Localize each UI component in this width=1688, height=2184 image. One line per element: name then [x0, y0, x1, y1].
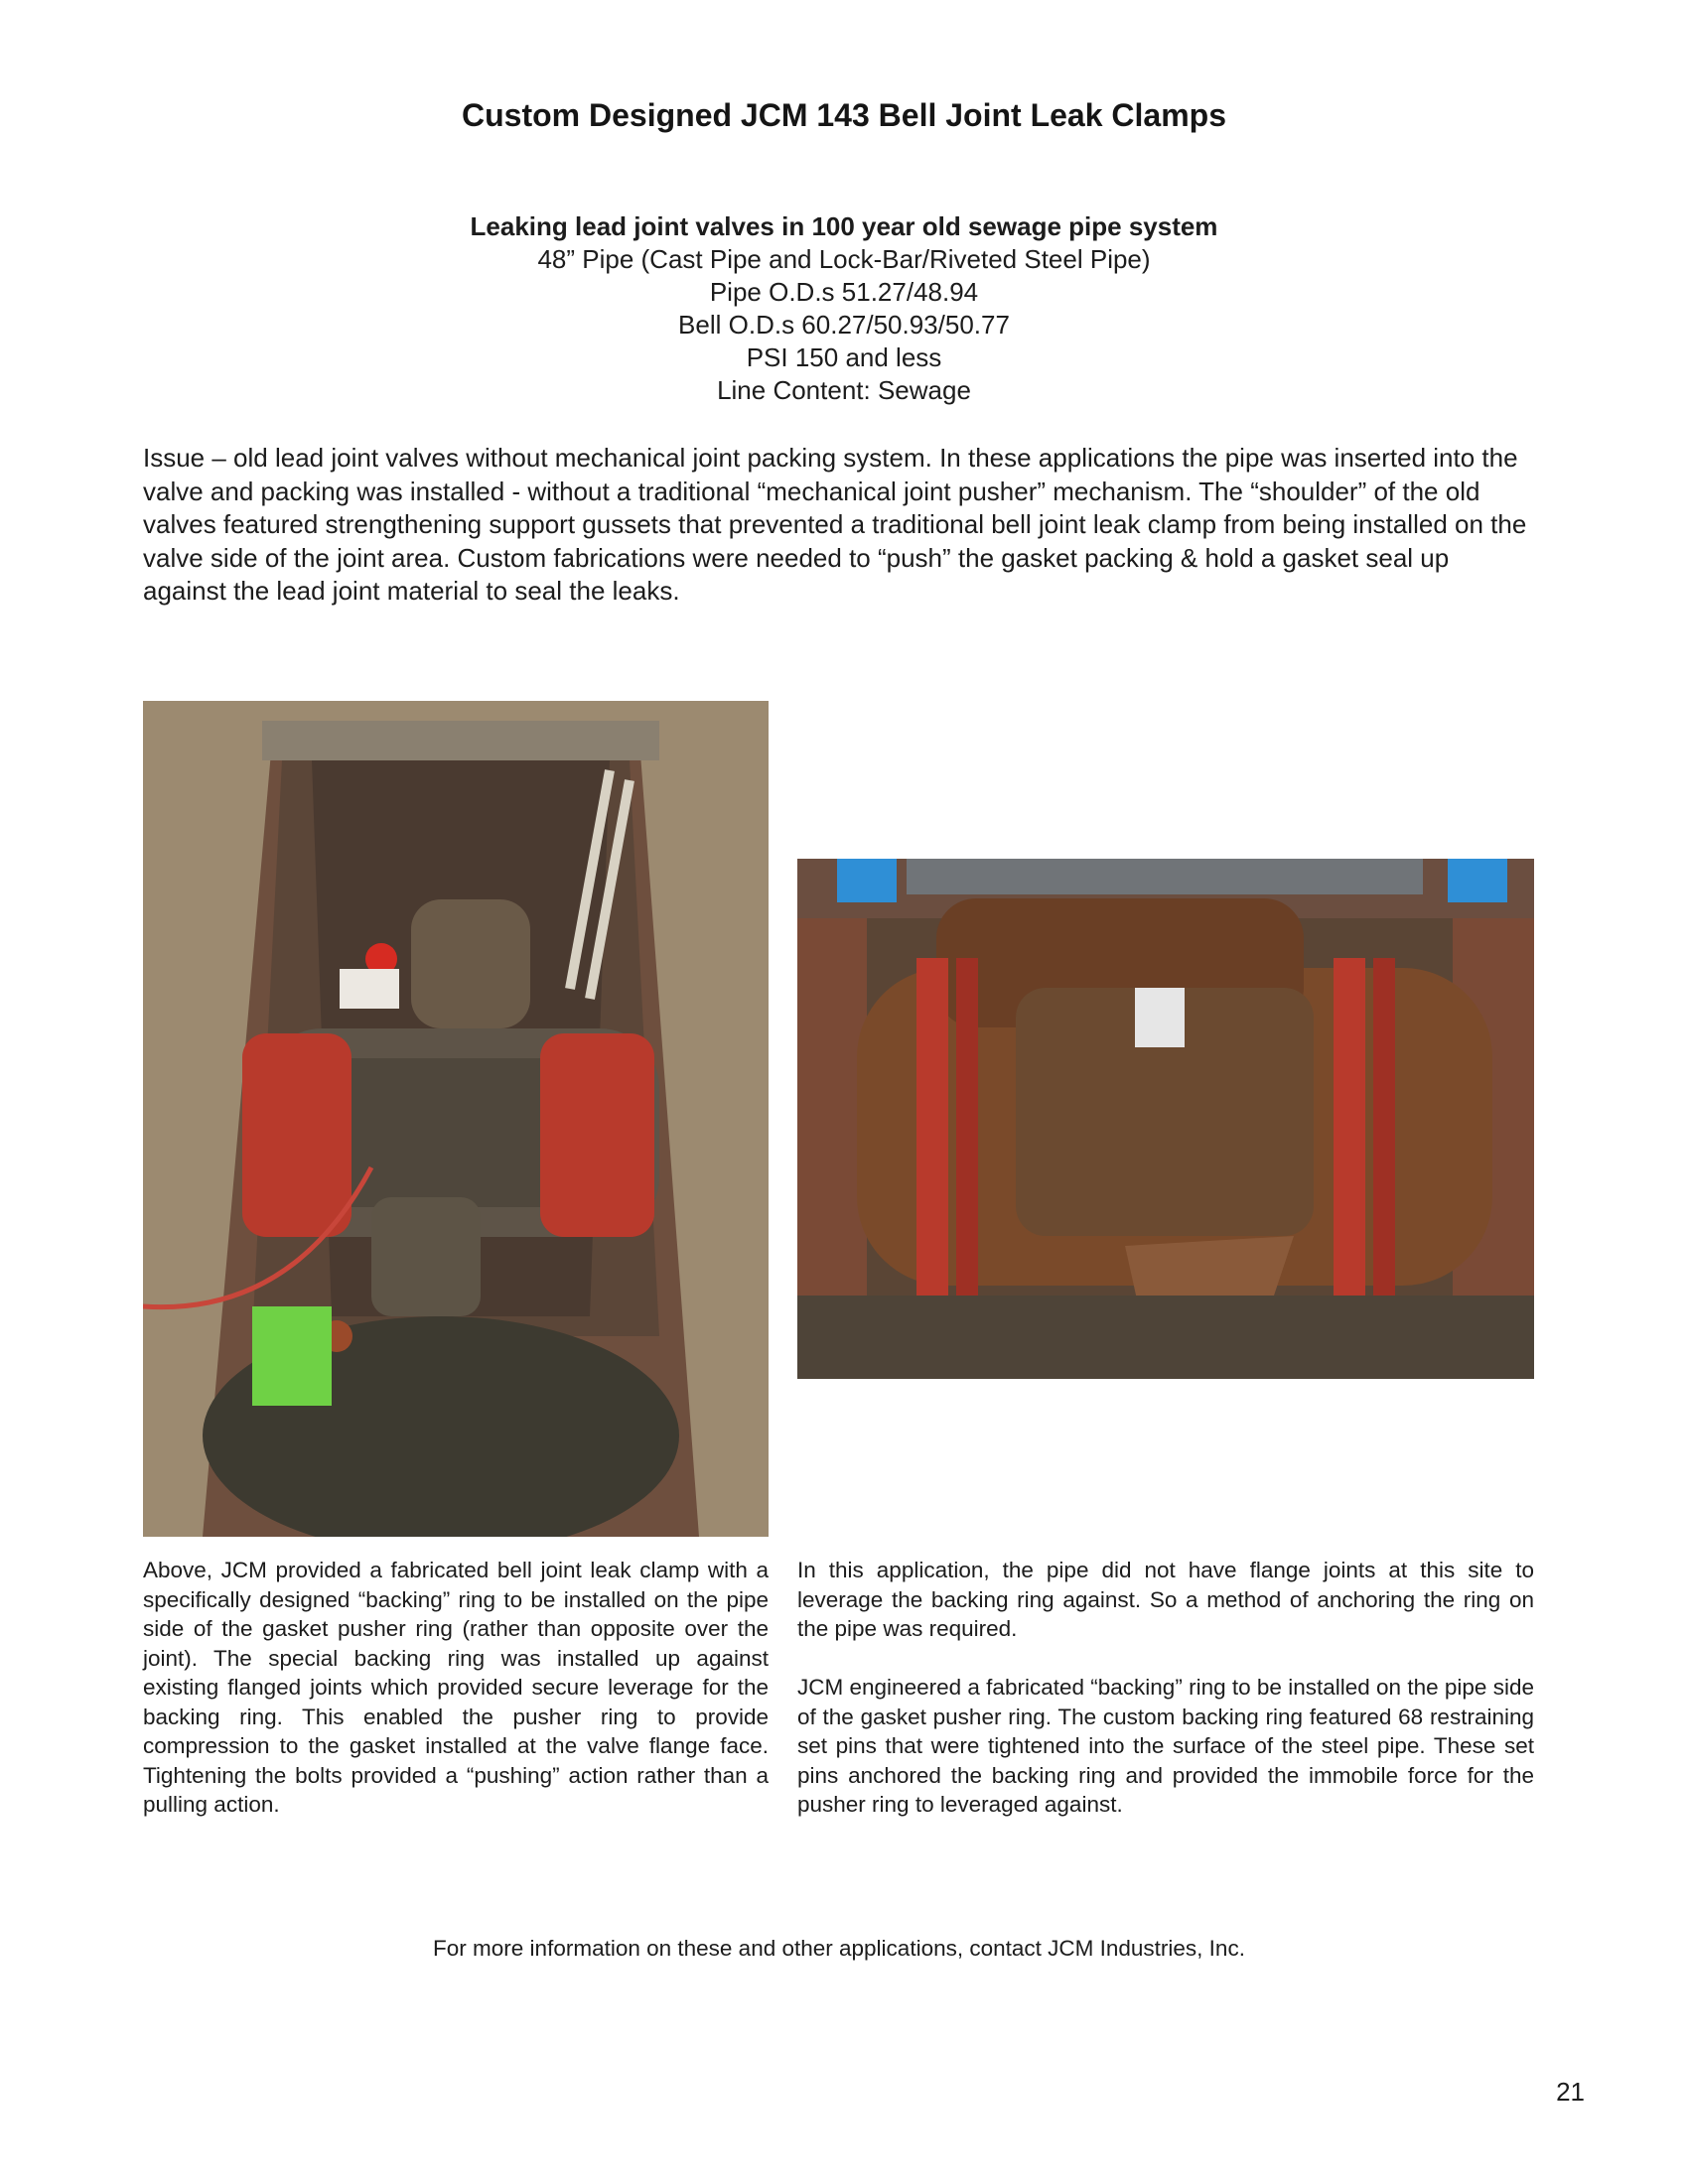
spec-line-psi: PSI 150 and less: [746, 342, 942, 372]
spec-heading: Leaking lead joint valves in 100 year old sewage pipe system: [470, 211, 1218, 241]
caption-right-text-2: JCM engineered a fabricated “backing” ring to be installed on the pipe side of the gasket pusher ring. The custom backing ring featured 68 restraining set pins that were tightened into the surface of the steel pipe. These set pins anchored the backing ring and provided the immobile force for the pusher ring to leveraged against.: [797, 1675, 1534, 1817]
spec-line-content: Line Content: Sewage: [717, 375, 971, 405]
caption-left: [143, 1556, 769, 1820]
caption-left-text: Above, JCM provided a fabricated bell joint leak clamp with a specifically designed “backing” ring to be installed on the pipe side of the gasket pusher ring (rather than opposite over the joint). The special backing ring was installed up against existing flanged joints which provided secure leverage for the backing ring. This enabled the pusher ring to provide compression to the gasket installed at the valve flange face. Tightening the bolts provided a “pushing” action rather than a pulling action.: [143, 1558, 769, 1817]
photo-valve-in-pit: [143, 701, 769, 1537]
photo-rusted-valve-clamp: [797, 859, 1534, 1379]
spec-line-pipe: 48” Pipe (Cast Pipe and Lock-Bar/Riveted Steel Pipe): [537, 244, 1151, 274]
caption-right-text-1: In this application, the pipe did not have flange joints at this site to leverage the backing ring against. So a method of anchoring the ring on the pipe was required.: [797, 1558, 1534, 1641]
page-title: Custom Designed JCM 143 Bell Joint Leak Clamps: [462, 97, 1226, 133]
spec-line-pipe-od: Pipe O.D.s 51.27/48.94: [709, 277, 979, 307]
caption-right: [797, 1556, 1534, 1820]
footer-contact-note: For more information on these and other applications, contact JCM Industries, Inc.: [433, 1936, 1245, 1961]
spec-block: [298, 210, 1390, 407]
issue-paragraph: Issue – old lead joint valves without mechanical joint packing system. In these applications the pipe was inserted into the valve and packing was installed - without a traditional “mechanical joint pusher” mechanism. The “shoulder” of the old valves featured strengthening support gussets that prevented a traditional bell joint leak clamp from being installed on the valve side of the joint area. Custom fabrications were needed to “push” the gasket packing & hold a gasket seal up against the lead joint material to seal the leaks.: [143, 443, 1527, 606]
page-number: 21: [1556, 2077, 1585, 2107]
spec-line-bell-od: Bell O.D.s 60.27/50.93/50.77: [678, 310, 1010, 340]
